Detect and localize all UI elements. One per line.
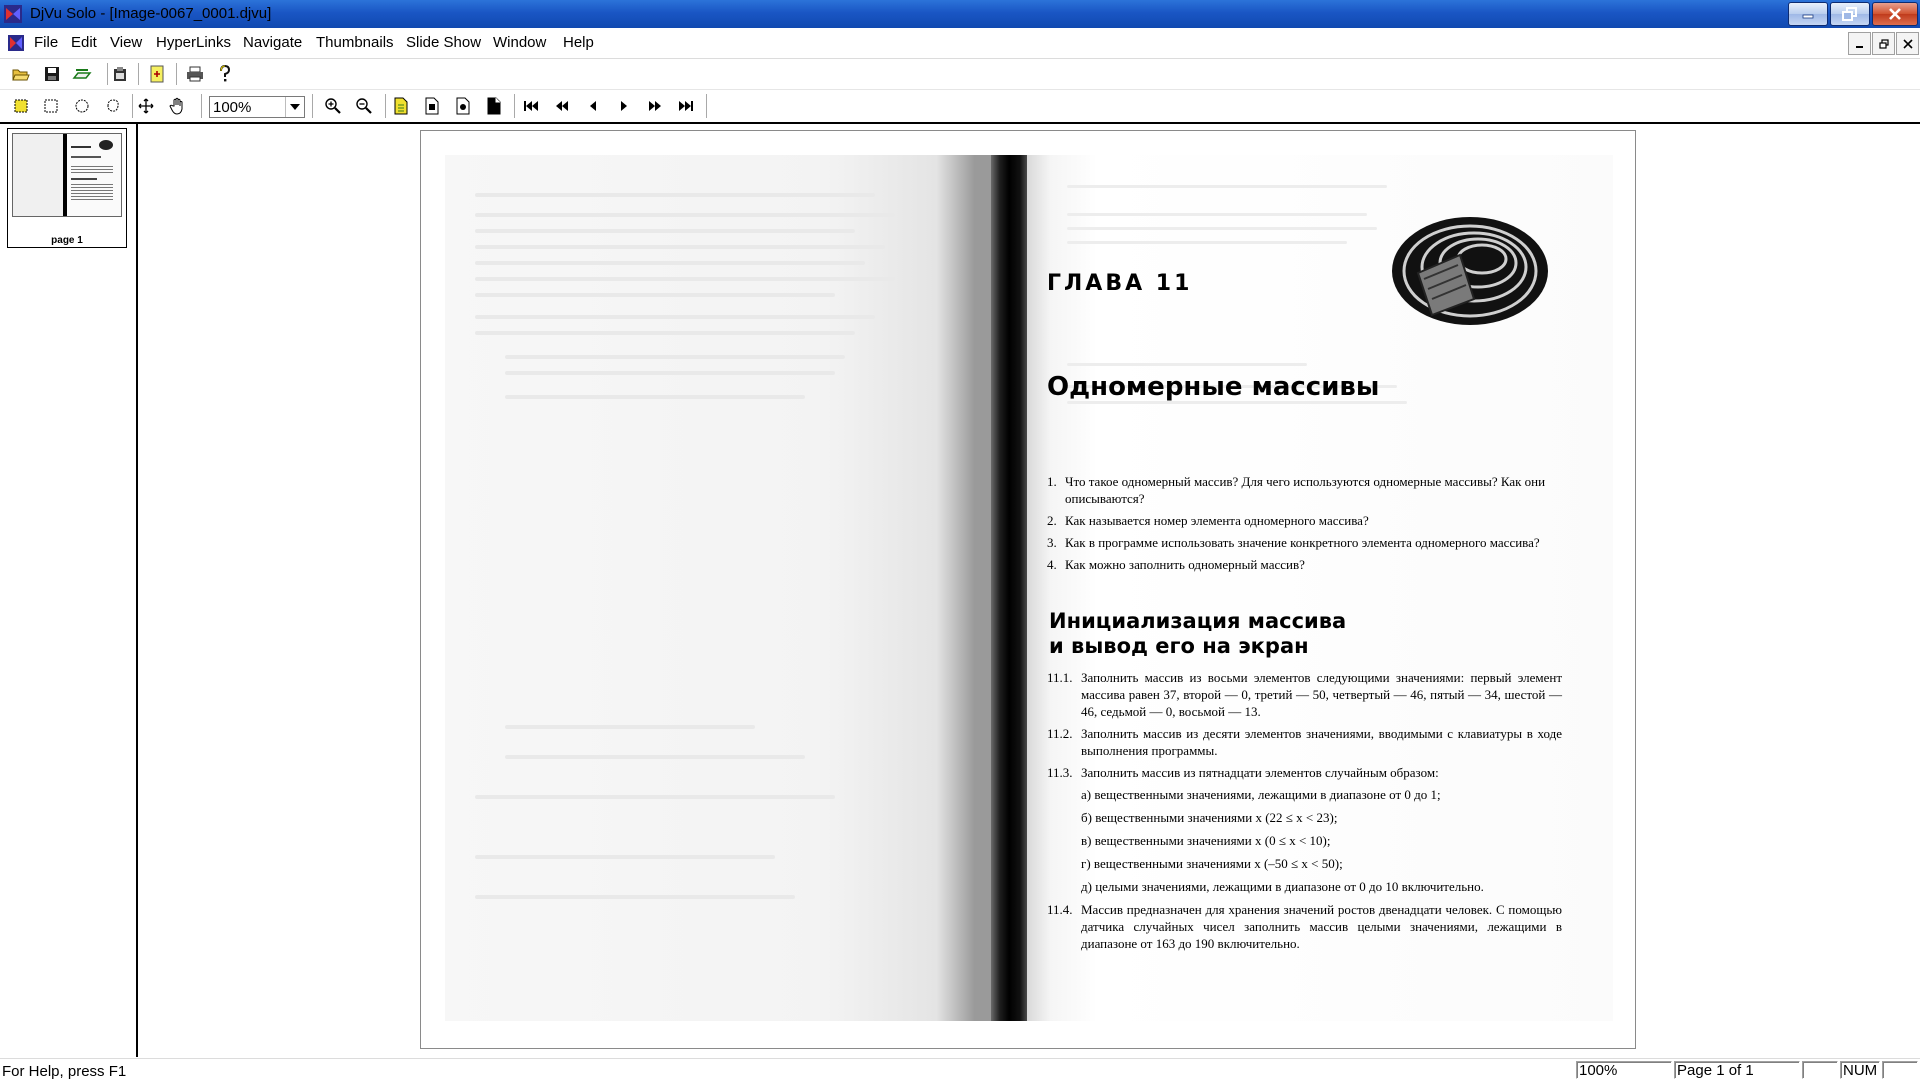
task-subitem: б) вещественными значениями x (22 ≤ x < 23); <box>1081 810 1338 825</box>
menu-file[interactable]: File <box>34 34 59 51</box>
list-item: 1. Что такое одномерный массив? Для чего используются одномерные массивы? Как они описываются? <box>1047 474 1546 506</box>
status-zoom: 100% <box>1576 1061 1672 1079</box>
left-page-bleedthrough <box>445 155 991 1021</box>
list-item: 3. Как в программе использовать значение конкретного элемента одномерного массива? <box>1047 535 1540 550</box>
menu-hyperlinks[interactable]: HyperLinks <box>156 34 232 51</box>
menu-navigate[interactable]: Navigate <box>243 34 303 51</box>
previous-icon <box>588 100 598 112</box>
toolbar-separator <box>176 63 177 85</box>
right-page <box>1027 155 1613 1021</box>
task-subitem: а) вещественными значениями, лежащими в диапазоне от 0 до 1; <box>1081 787 1441 802</box>
menu-window[interactable]: Window <box>493 34 547 51</box>
bw-mode-button[interactable] <box>420 94 444 118</box>
view-toolbar <box>0 90 1920 124</box>
back-pages-button[interactable] <box>550 94 574 118</box>
toolbar-separator <box>514 94 515 118</box>
title-bar <box>0 0 1920 28</box>
background-mode-button[interactable] <box>482 94 506 118</box>
print-button[interactable] <box>183 62 207 86</box>
export-button[interactable] <box>70 62 94 86</box>
close-button[interactable] <box>1872 2 1918 26</box>
menu-edit[interactable]: Edit <box>71 34 97 51</box>
window-title: DjVu Solo - [Image-0067_0001.djvu] <box>30 5 272 22</box>
doc-minimize-button[interactable] <box>1848 32 1871 55</box>
chapter-heading: ГЛАВА 11 <box>1047 271 1193 296</box>
help-question-icon <box>218 65 232 83</box>
floppy-icon <box>44 66 60 82</box>
zoom-out-button[interactable] <box>352 94 376 118</box>
zoom-out-icon <box>355 97 373 115</box>
page-frame <box>420 130 1636 1049</box>
zoom-select-value: 100% <box>213 99 252 116</box>
main-toolbar <box>0 59 1920 90</box>
doc-restore-button[interactable] <box>1872 32 1895 55</box>
status-num: NUM <box>1840 1061 1880 1079</box>
status-bar <box>0 1058 1920 1081</box>
hand-tool-button[interactable] <box>166 94 190 118</box>
task-list <box>1047 669 1562 957</box>
restore-icon <box>1842 7 1858 21</box>
select-tool-button[interactable] <box>9 94 33 118</box>
rewind-icon <box>554 100 570 112</box>
rect-select-button[interactable] <box>39 94 63 118</box>
page-add-icon <box>149 65 165 83</box>
doc-close-button[interactable] <box>1896 32 1919 55</box>
color-mode-button[interactable] <box>389 94 413 118</box>
last-page-button[interactable] <box>674 94 698 118</box>
fast-forward-icon <box>647 100 663 112</box>
print-preview-button[interactable] <box>108 62 132 86</box>
thumbnail-image <box>12 133 122 217</box>
chapter-emblem-icon <box>1390 215 1550 327</box>
task-subitem: г) вещественными значениями x (–50 ≤ x < 50); <box>1081 856 1343 871</box>
last-page-icon <box>678 100 694 112</box>
chapter-title: Одномерные массивы <box>1047 372 1380 402</box>
insert-page-button[interactable] <box>145 62 169 86</box>
task-item: 11.4. Массив предназначен для хранения значений ростов двенадцати человек. С помощью датчика случайных чисел заполнить массив целыми значениями, лежащими в диапазоне от 163 до 190 включительно. <box>1047 902 1562 951</box>
first-page-button[interactable] <box>519 94 543 118</box>
thumbnail-page-1[interactable] <box>7 128 127 248</box>
status-caps <box>1802 1061 1838 1079</box>
thumbnail-panel <box>0 124 138 1057</box>
lasso-select-button[interactable] <box>101 94 125 118</box>
list-item: 4. Как можно заполнить одномерный массив? <box>1047 557 1305 572</box>
zoom-select[interactable] <box>209 96 305 118</box>
help-button[interactable] <box>213 62 237 86</box>
select-rect-yellow-icon <box>13 98 29 114</box>
minimize-button[interactable] <box>1788 2 1828 26</box>
clipboard-icon <box>112 66 128 82</box>
page-color-icon <box>394 97 408 115</box>
minimize-icon <box>1801 9 1815 19</box>
forward-pages-button[interactable] <box>643 94 667 118</box>
task-item: 11.2. Заполнить массив из десяти элементов значениями, вводимыми с клавиатуры в ходе выполнения программы. <box>1047 726 1562 758</box>
toolbar-separator <box>385 94 386 118</box>
open-folder-icon <box>12 66 30 82</box>
menu-bar <box>0 29 1920 59</box>
minimize-icon <box>1855 39 1865 49</box>
task-subitem: в) вещественными значениями x (0 ≤ x < 10); <box>1081 833 1331 848</box>
book-spine-shadow <box>991 155 1027 1021</box>
next-page-button[interactable] <box>612 94 636 118</box>
question-list <box>1047 473 1557 578</box>
ellipse-select-button[interactable] <box>70 94 94 118</box>
toolbar-separator <box>132 94 133 118</box>
menu-thumbnails[interactable]: Thumbnails <box>316 34 394 51</box>
pan-button[interactable] <box>134 94 158 118</box>
close-icon <box>1888 7 1902 21</box>
select-lasso-icon <box>105 98 121 114</box>
djvu-app-icon <box>3 4 23 24</box>
previous-page-button[interactable] <box>581 94 605 118</box>
close-icon <box>1903 39 1913 49</box>
menu-view[interactable]: View <box>110 34 143 51</box>
next-icon <box>619 100 629 112</box>
select-rect-icon <box>43 98 59 114</box>
toolbar-separator <box>138 63 139 85</box>
document-view[interactable] <box>138 124 1920 1057</box>
move-arrows-icon <box>138 98 154 114</box>
select-ellipse-icon <box>74 98 90 114</box>
zoom-in-button[interactable] <box>321 94 345 118</box>
document-icon[interactable] <box>7 34 25 52</box>
thumbnail-label: page 1 <box>51 235 83 246</box>
toolbar-separator <box>312 94 313 118</box>
status-page: Page 1 of 1 <box>1674 1061 1800 1079</box>
foreground-mode-button[interactable] <box>451 94 475 118</box>
printer-icon <box>186 66 204 82</box>
open-button[interactable] <box>9 62 33 86</box>
restore-button[interactable] <box>1830 2 1870 26</box>
list-item: 2. Как называется номер элемента одномерного массива? <box>1047 513 1369 528</box>
task-subitem: д) целыми значениями, лежащими в диапазоне от 0 до 10 включительно. <box>1081 879 1484 894</box>
page-mask-icon <box>425 97 439 115</box>
chevron-down-icon[interactable] <box>285 97 304 117</box>
save-button[interactable] <box>40 62 64 86</box>
zoom-in-icon <box>324 97 342 115</box>
menu-help[interactable]: Help <box>563 34 594 51</box>
first-page-icon <box>523 100 539 112</box>
section-heading: Инициализация массива и вывод его на экран <box>1049 609 1347 658</box>
menu-slide-show[interactable]: Slide Show <box>406 34 482 51</box>
task-item: 11.3. Заполнить массив из пятнадцати элементов случайным образом: <box>1047 765 1439 780</box>
toolbar-separator <box>706 94 707 118</box>
scanned-spread <box>445 155 1613 1021</box>
toolbar-separator <box>201 94 202 118</box>
restore-icon <box>1879 39 1889 49</box>
hand-icon <box>169 97 187 115</box>
page-background-icon <box>487 97 501 115</box>
page-foreground-icon <box>456 97 470 115</box>
export-icon <box>72 66 92 82</box>
status-scroll <box>1882 1061 1918 1079</box>
task-item: 11.1. Заполнить массив из восьми элементов следующими значениями: первый элемент массива равен 37, второй — 0, третий — 50, четвертый — 46, пятый — 34, шестой — 46, седьмой — 0, восьмой — 13. <box>1047 670 1562 719</box>
status-help-text: For Help, press F1 <box>2 1063 127 1080</box>
